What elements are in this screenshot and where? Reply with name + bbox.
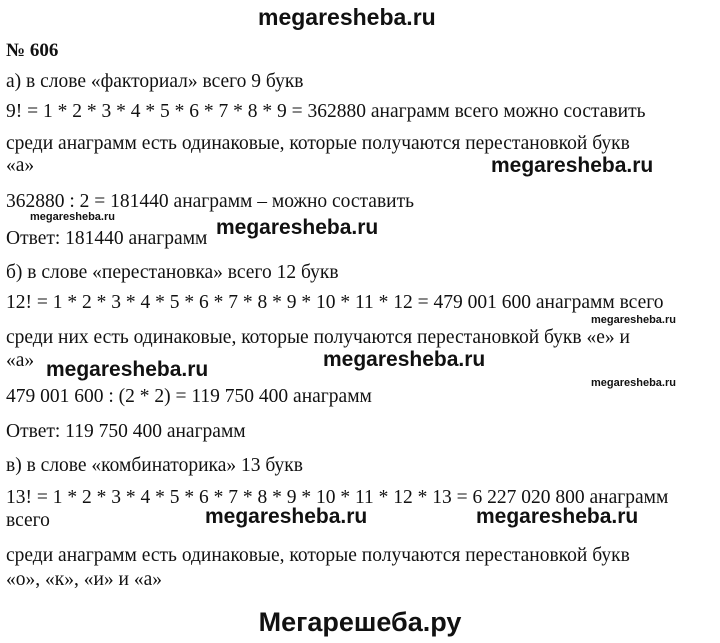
footer-brand: Мегарешеба.ру	[258, 607, 462, 637]
watermark: megaresheba.ru	[591, 314, 676, 326]
watermark: megaresheba.ru	[216, 216, 379, 239]
part-a-heading: а) в слове «факториал» всего 9 букв	[6, 71, 304, 92]
watermark: megaresheba.ru	[491, 154, 654, 177]
watermark: megaresheba.ru	[205, 505, 368, 528]
watermark: megaresheba.ru	[323, 348, 486, 371]
part-a-note: среди анаграмм есть одинаковые, которые получаются перестановкой букв	[6, 133, 630, 154]
part-c-formula: 13! = 1 * 2 * 3 * 4 * 5 * 6 * 7 * 8 * 9 * 10 * 11 * 12 * 13 = 6 227 020 800 анаграмм	[6, 487, 669, 508]
watermark: megaresheba.ru	[476, 505, 639, 528]
part-a-formula: 9! = 1 * 2 * 3 * 4 * 5 * 6 * 7 * 8 * 9 = 362880 анаграмм всего можно составить	[6, 101, 646, 122]
part-c-formula-cont: всего	[6, 510, 50, 531]
part-b-answer: Ответ: 119 750 400 анаграмм	[6, 421, 246, 442]
part-c-note-cont: «о», «к», «и» и «а»	[6, 569, 162, 590]
watermark: megaresheba.ru	[591, 377, 676, 389]
part-b-heading: б) в слове «перестановка» всего 12 букв	[6, 262, 339, 283]
part-a-note-cont: «а»	[6, 155, 35, 176]
part-b-calc: 479 001 600 : (2 * 2) = 119 750 400 анаграмм	[6, 386, 372, 407]
part-c-note: среди анаграмм есть одинаковые, которые получаются перестановкой букв	[6, 545, 630, 566]
header-watermark: megaresheba.ru	[258, 4, 436, 30]
part-a-calc: 362880 : 2 = 181440 анаграмм – можно составить	[6, 191, 415, 212]
part-b-note-cont: «а»	[6, 350, 35, 371]
task-number: № 606	[6, 40, 59, 61]
part-c-heading: в) в слове «комбинаторика» 13 букв	[6, 455, 303, 476]
watermark: megaresheba.ru	[30, 211, 115, 223]
watermark: megaresheba.ru	[46, 358, 209, 381]
part-b-note: среди них есть одинаковые, которые получаются перестановкой букв «е» и	[6, 327, 630, 348]
part-b-formula: 12! = 1 * 2 * 3 * 4 * 5 * 6 * 7 * 8 * 9 * 10 * 11 * 12 = 479 001 600 анаграмм всего	[6, 292, 664, 313]
part-a-answer: Ответ: 181440 анаграмм	[6, 228, 208, 249]
